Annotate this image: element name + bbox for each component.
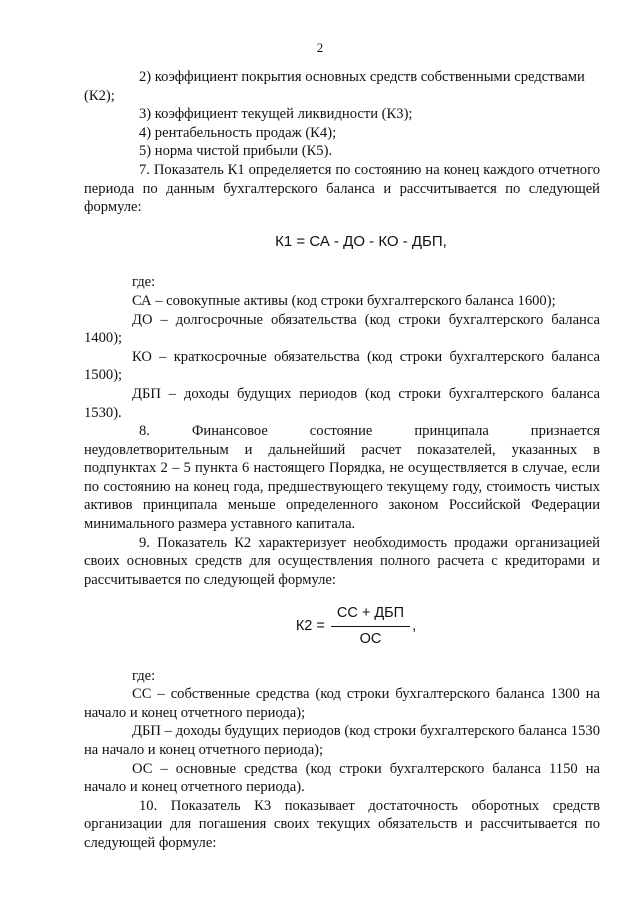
- formula-k2-denominator: ОС: [359, 631, 382, 648]
- formula-k2: [112, 604, 600, 648]
- formula-k1: [84, 233, 600, 252]
- list-item: 4) рентабельность продаж (К4);: [139, 124, 337, 141]
- list-item-text: 2) коэффициент покрытия основных средств собственными средствами: [139, 69, 585, 85]
- paragraph-8-first-line: 8. Финансовое состояние принципала признается: [139, 423, 600, 440]
- definition-item: ДБП – доходы будущих периодов (код строки бухгалтерского баланса 1530).: [84, 385, 600, 421]
- definition-item: КО – краткосрочные обязательства (код строки бухгалтерского баланса 1500);: [84, 348, 600, 384]
- where-label: где:: [132, 274, 156, 291]
- list-item: [84, 68, 600, 87]
- list-item: 3) коэффициент текущей ликвидности (К3);: [139, 106, 413, 123]
- formula-k1-text: К1 = СА - ДО - КО - ДБП,: [275, 232, 447, 250]
- definition-item: ОС – основные средства (код строки бухгалтерского баланса 1150 на начало и конец отчетного периода).: [84, 760, 600, 796]
- definition-item: ДО – долгосрочные обязательства (код строки бухгалтерского баланса 1400);: [84, 311, 600, 347]
- paragraph-10: 10. Показатель К3 показывает достаточность оборотных средств организации для погашения своих текущих обязательств и рассчитывается по следующей формуле:: [84, 797, 600, 851]
- paragraph-8-body: неудовлетворительным и дальнейший расчет показателей, указанных в подпунктах 2 – 5 пункта 6 настоящего Порядка, не осуществляется в случае, если по состоянию на конец года, предшествующего текущему году, стоимость чистых активов принципала меньше определенного законом Российской Федерации минимального размера уставного капитала.: [84, 441, 600, 533]
- list-item: 5) норма чистой прибыли (К5).: [139, 143, 333, 160]
- formula-k2-tail: ,: [412, 618, 417, 635]
- definition-item: СС – собственные средства (код строки бухгалтерского баланса 1300 на начало и конец отчетного периода);: [84, 686, 600, 721]
- paragraph-9: 9. Показатель К2 характеризует необходимость продажи организацией своих основных средств для осуществления полного расчета с кредиторами и рассчитывается по следующей формуле:: [84, 534, 600, 588]
- formula-k2-lhs: К2 =: [295, 618, 325, 635]
- page-number: 2: [316, 40, 324, 55]
- definition-item: ДБП – доходы будущих периодов (код строки бухгалтерского баланса 1530 на начало и конец отчетного периода);: [84, 723, 600, 758]
- document-body: [84, 68, 600, 853]
- definition-item: СА – совокупные активы (код строки бухгалтерского баланса 1600);: [132, 292, 556, 309]
- where-label: где:: [132, 667, 156, 684]
- paragraph-7: 7. Показатель К1 определяется по состоянию на конец каждого отчетного периода по данным бухгалтерского баланса и рассчитывается по следующей формуле:: [84, 161, 600, 216]
- formula-k2-numerator: СС + ДБП: [331, 604, 410, 627]
- list-item-continuation: (К2);: [84, 87, 115, 104]
- formula-k2-fraction: [331, 604, 410, 648]
